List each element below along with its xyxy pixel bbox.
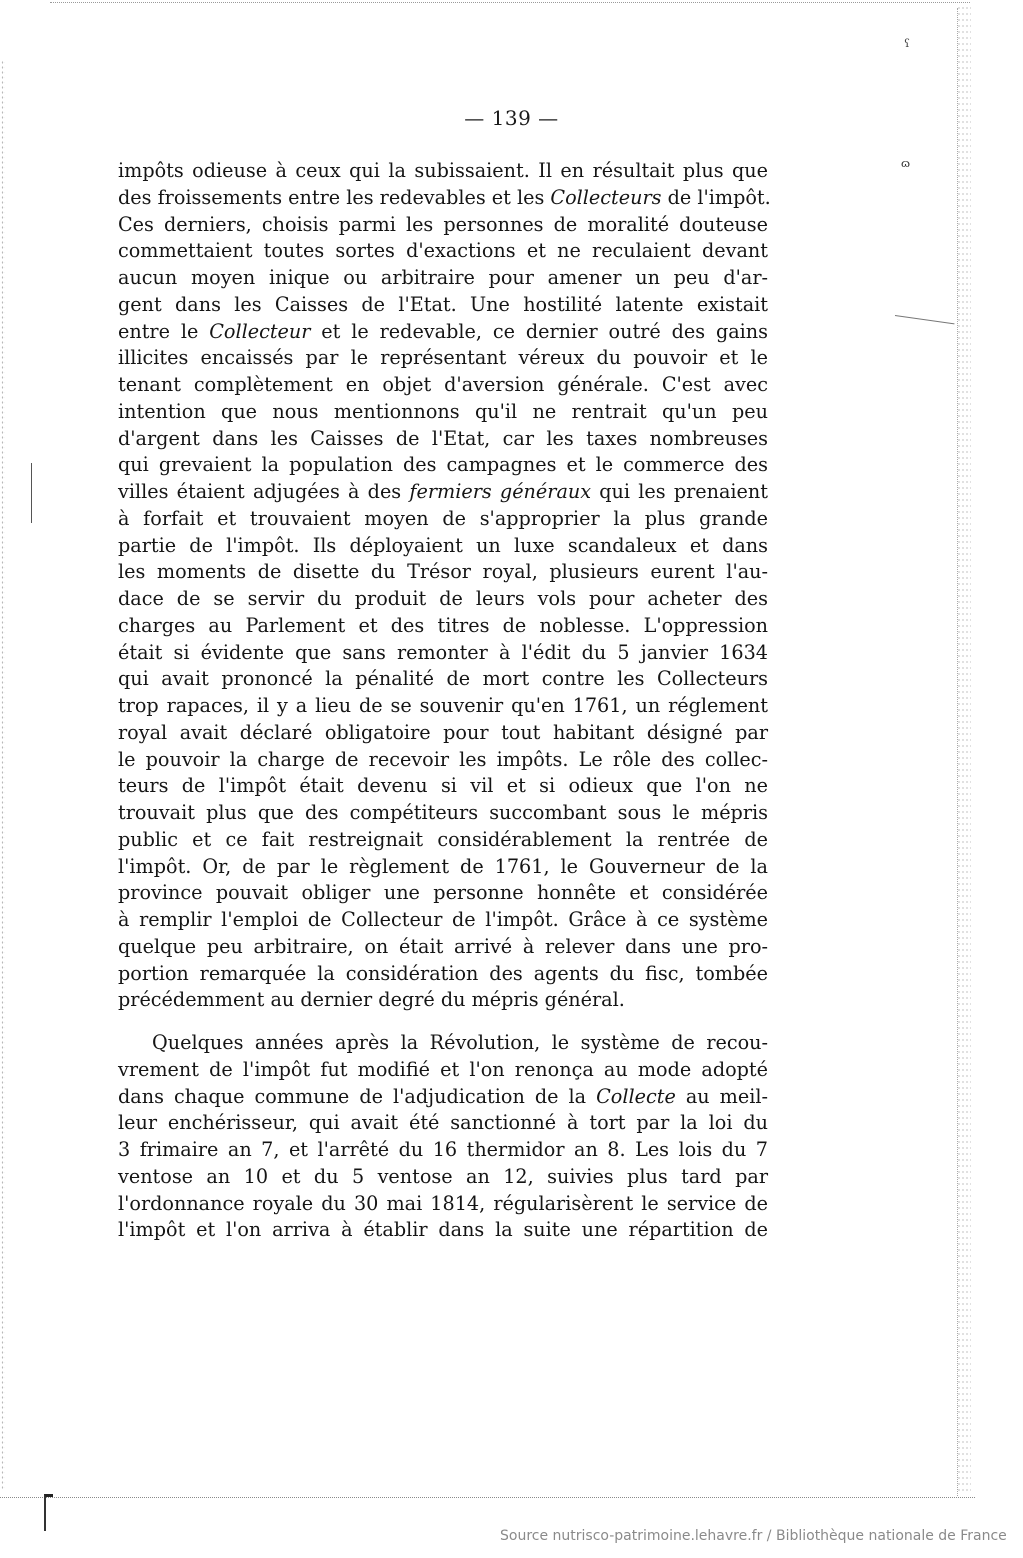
text-line: qui avait prononcé la pénalité de mort contre les Collecteurs — [118, 667, 768, 691]
text-line: trouvait plus que des compétiteurs succombant sous le mépris — [118, 801, 768, 824]
text-line: leur enchérisseur, qui avait été sanctionné à tort par la loi du — [118, 1111, 768, 1135]
text-line: à remplir l'emploi de Collecteur de l'impôt. Grâce à ce système — [118, 908, 768, 931]
text-line: des froissements entre les redevables et les Collecteurs de l'impôt. — [118, 185, 771, 209]
text-line: le pouvoir la charge de recevoir les impôts. Le rôle des collec- — [118, 747, 768, 771]
paragraph — [118, 1030, 768, 1244]
binding-mark — [44, 1494, 53, 1531]
text-line: les moments de disette du Trésor royal, plusieurs eurent l'au- — [118, 560, 768, 584]
text-line: province pouvait obliger une personne honnête et considérée — [118, 881, 768, 905]
text-line: trop rapaces, il y a lieu de se souvenir qu'en 1761, un réglement — [118, 694, 768, 717]
text-line: partie de l'impôt. Ils déployaient un luxe scandaleux et dans — [118, 533, 768, 557]
text-line: Ces derniers, choisis parmi les personnes de moralité douteuse — [118, 212, 768, 236]
ink-blot: ɷ — [901, 157, 911, 170]
text-line: public et ce fait restreignait considérablement la rentrée de — [118, 827, 768, 851]
page-body — [118, 158, 771, 1244]
text-line: gent dans les Caisses de l'Etat. Une hostilité latente existait — [118, 292, 768, 316]
ink-blot: ʕ — [904, 37, 910, 50]
scan-edge-left-noise — [1, 60, 5, 1490]
italic-term: Collecteur — [209, 319, 311, 343]
text-line: teurs de l'impôt était devenu si vil et si odieux que l'on ne — [118, 774, 768, 798]
paragraph-gap — [118, 1014, 768, 1030]
text-line: l'impôt. Or, de par le règlement de 1761, le Gouverneur de la — [118, 854, 768, 878]
text-line: dans chaque commune de l'adjudication de la Collecte au meil- — [118, 1084, 768, 1108]
margin-mark — [31, 463, 32, 523]
text-line: vrement de l'impôt fut modifié et l'on renonça au mode adopté — [118, 1057, 768, 1081]
text-line: villes étaient adjugées à des fermiers généraux qui les prenaient — [118, 480, 768, 503]
text-line: portion remarquée la considération des agents du fisc, tombée — [118, 961, 768, 985]
text-line: était si évidente que sans remonter à l'édit du 5 janvier 1634 — [118, 640, 768, 664]
page-number: — 139 — — [464, 106, 559, 130]
scan-edge-bottom — [0, 1497, 975, 1498]
source-credit: Source nutrisco-patrimoine.lehavre.fr / Bibliothèque nationale de France — [500, 1528, 1007, 1544]
text-line: ventose an 10 et du 5 ventose an 12, suivies plus tard par — [118, 1164, 768, 1188]
italic-term: Collecte — [596, 1084, 676, 1108]
italic-term: fermiers généraux — [409, 480, 592, 503]
text-line: commettaient toutes sortes d'exactions et ne reculaient devant — [118, 239, 768, 263]
text-line: tenant complètement en objet d'aversion générale. C'est avec — [118, 373, 768, 396]
scan-edge-right — [957, 8, 958, 1496]
text-line: entre le Collecteur et le redevable, ce dernier outré des gains — [118, 319, 769, 343]
text-line: l'ordonnance royale du 30 mai 1814, régularisèrent le service de — [118, 1191, 768, 1215]
pencil-stroke — [895, 315, 955, 324]
text-line: précédemment au dernier degré du mépris général. — [118, 988, 625, 1012]
text-line: 3 frimaire an 7, et l'arrêté du 16 thermidor an 8. Les lois du 7 — [118, 1138, 768, 1161]
text-line: quelque peu arbitraire, on était arrivé à relever dans une pro- — [118, 934, 768, 958]
text-line: aucun moyen inique ou arbitraire pour amener un peu d'ar- — [118, 266, 768, 289]
text-line: dace de se servir du produit de leurs vols pour acheter des — [118, 587, 768, 610]
text-line: impôts odieuse à ceux qui la subissaient. Il en résultait plus que — [118, 159, 768, 182]
text-line: qui grevaient la population des campagnes et le commerce des — [118, 453, 768, 477]
text-line: Quelques années après la Révolution, le système de recou- — [152, 1031, 768, 1054]
scan-edge-top — [50, 2, 970, 3]
text-line: royal avait déclaré obligatoire pour tout habitant désigné par — [118, 720, 768, 744]
text-line: à forfait et trouvaient moyen de s'approprier la plus grande — [118, 506, 768, 530]
italic-term: Collecteurs — [550, 185, 662, 209]
text-line: intention que nous mentionnons qu'il ne rentrait qu'un peu — [118, 399, 768, 423]
text-line: l'impôt et l'on arriva à établir dans la suite une répartition de — [118, 1218, 768, 1242]
scan-edge-right-noise — [957, 5, 971, 1495]
text-line: illicites encaissés par le représentant véreux du pouvoir et le — [118, 346, 768, 370]
paragraph — [118, 158, 771, 1014]
text-line: d'argent dans les Caisses de l'Etat, car les taxes nombreuses — [118, 426, 768, 450]
text-line: charges au Parlement et des titres de noblesse. L'oppression — [118, 613, 768, 637]
